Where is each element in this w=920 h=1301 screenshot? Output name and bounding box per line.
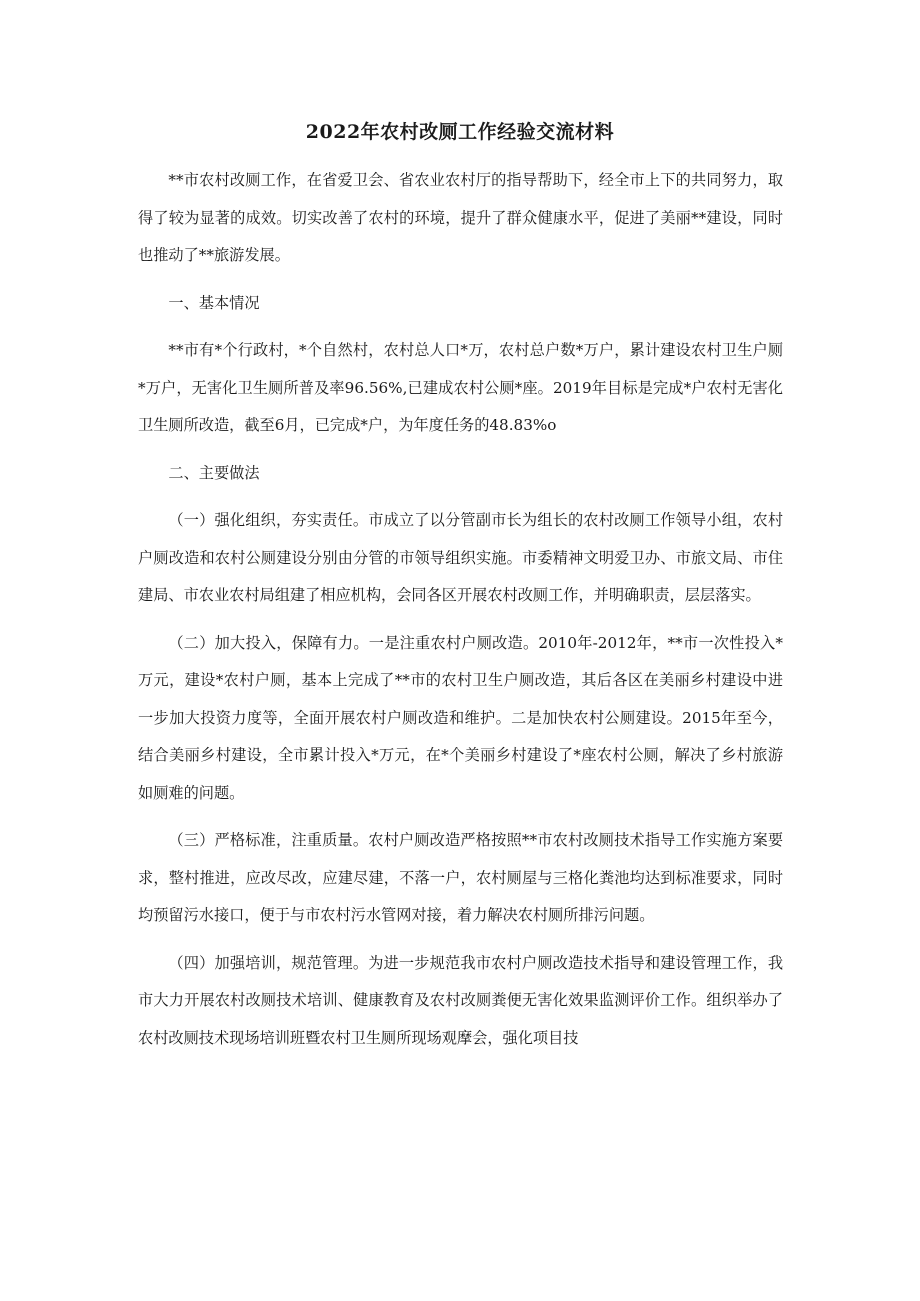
section-heading-main-practices: 二、主要做法 — [168, 463, 260, 482]
document-body — [138, 162, 783, 1057]
basic-situation-paragraph: **市有*个行政村，*个自然村，农村总人口*万，农村总户数*万户，累计建设农村卫生户厕*万户，无害化卫生厕所普及率96.56%,已建成农村公厕*座。2019年目标是完成*户农村无害化卫生厕所改造，截至6月，已完成*户，为年度任务的48.83%o — [138, 341, 783, 434]
section-heading-basic-situation: 一、基本情况 — [168, 293, 260, 312]
intro-paragraph: **市农村改厕工作，在省爱卫会、省农业农村厅的指导帮助下，经全市上下的共同努力，取得了较为显著的成效。切实改善了农村的环境，提升了群众健康水平，促进了美丽**建设，同时也推动了**旅游发展。 — [138, 171, 783, 264]
practice-paragraph-2: （二）加大投入，保障有力。一是注重农村户厕改造。2010年-2012年，**市一次性投入*万元，建设*农村户厕，基本上完成了**市的农村卫生户厕改造，其后各区在美丽乡村建设中进一步加大投资力度等，全面开展农村户厕改造和维护。二是加快农村公厕建设。2015年至今，结合美丽乡村建设，全市累计投入*万元，在*个美丽乡村建设了*座农村公厕，解决了乡村旅游如厕难的问题。 — [138, 633, 783, 802]
document-title: 2022年农村改厕工作经验交流材料 — [305, 121, 615, 143]
practice-paragraph-4: （四）加强培训，规范管理。为进一步规范我市农村户厕改造技术指导和建设管理工作，我市大力开展农村改厕技术培训、健康教育及农村改厕粪便无害化效果监测评价工作。组织举办了农村改厕技术现场培训班暨农村卫生厕所现场观摩会，强化项目技 — [138, 953, 783, 1047]
practice-paragraph-1: （一）强化组织，夯实责任。市成立了以分管副市长为组长的农村改厕工作领导小组，农村户厕改造和农村公厕建设分别由分管的市领导组织实施。市委精神文明爱卫办、市旅文局、市住建局、市农业农村局组建了相应机构，会同各区开展农村改厕工作，并明确职责，层层落实。 — [138, 511, 783, 604]
practice-paragraph-3: （三）严格标准，注重质量。农村户厕改造严格按照**市农村改厕技术指导工作实施方案要求，整村推进，应改尽改，应建尽建，不落一户，农村厕屋与三格化粪池均达到标准要求，同时均预留污水接口，便于与市农村污水管网对接，着力解决农村厕所排污问题。 — [138, 831, 783, 924]
